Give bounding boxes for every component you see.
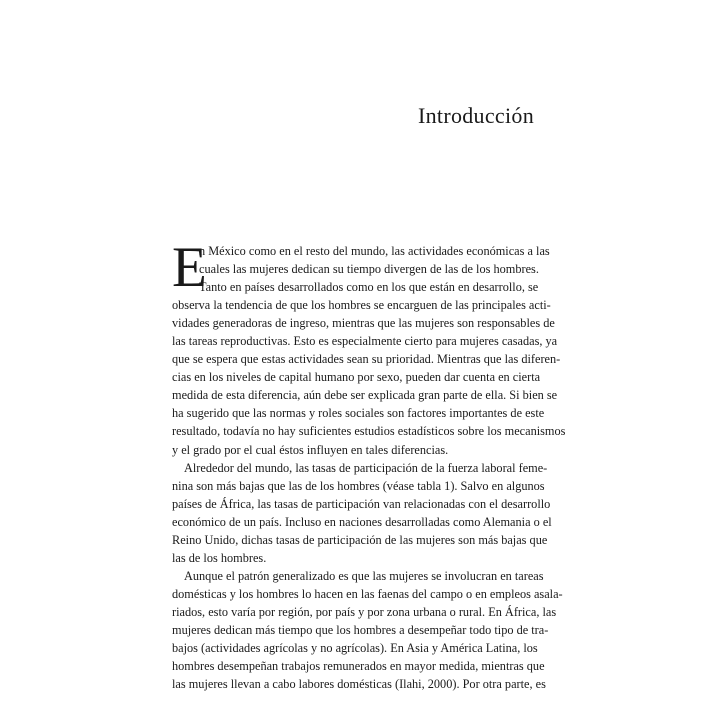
- drop-cap: E: [172, 236, 207, 299]
- text-line: que se espera que estas actividades sean su prioridad. Mientras que las diferen-: [172, 352, 561, 367]
- text-line: bajos (actividades agrícolas y no agrícolas). En Asia y América Latina, los: [172, 641, 538, 656]
- paragraph-3: [172, 567, 563, 693]
- paragraph-1: [172, 236, 566, 459]
- text-line: Aunque el patrón generalizado es que las mujeres se involucran en tareas: [184, 568, 544, 583]
- text-line: cuales las mujeres dedican su tiempo divergen de las de los hombres.: [199, 262, 539, 277]
- text-line: las de los hombres.: [172, 550, 267, 565]
- text-line: Tanto en países desarrollados como en los que están en desarrollo, se: [199, 280, 539, 295]
- body-text: [172, 236, 566, 693]
- text-line: económico de un país. Incluso en naciones desarrolladas como Alemania o el: [172, 514, 552, 529]
- text-line: observa la tendencia de que los hombres se encarguen de las principales acti-: [172, 298, 551, 313]
- text-line: domésticas y los hombres lo hacen en las faenas del campo o en empleos asala-: [172, 586, 563, 601]
- text-line: Alrededor del mundo, las tasas de participación de la fuerza laboral feme-: [184, 460, 548, 475]
- text-line: las tareas reproductivas. Esto es especialmente cierto para mujeres casadas, ya: [172, 334, 558, 349]
- text-line: Reino Unido, dichas tasas de participación de las mujeres son más bajas que: [172, 532, 548, 547]
- paragraph-2: [172, 459, 552, 567]
- text-line: ha sugerido que las normas y roles sociales son factores importantes de este: [172, 406, 545, 421]
- chapter-title: Introducción: [417, 103, 534, 128]
- text-line: medida de esta diferencia, aún debe ser explicada gran parte de ella. Si bien se: [172, 388, 558, 403]
- text-line: mujeres dedican más tiempo que los hombres a desempeñar todo tipo de tra-: [172, 622, 549, 637]
- text-line: hombres desempeñan trabajos remunerados en mayor medida, mientras que: [172, 659, 545, 674]
- text-line: riados, esto varía por región, por país y por zona urbana o rural. En África, las: [172, 604, 557, 619]
- text-line: las mujeres llevan a cabo labores domésticas (Ilahi, 2000). Por otra parte, es: [172, 677, 546, 692]
- text-line: resultado, todavía no hay suficientes estudios estadísticos sobre los mecanismos: [172, 424, 566, 439]
- text-line: n México como en el resto del mundo, las actividades económicas a las: [199, 244, 550, 258]
- text-line: países de África, las tasas de participación van relacionadas con el desarrollo: [172, 496, 551, 511]
- text-line: cias en los niveles de capital humano por sexo, pueden dar cuenta en cierta: [172, 370, 541, 385]
- text-line: vidades generadoras de ingreso, mientras que las mujeres son responsables de: [172, 316, 555, 331]
- text-line: y el grado por el cual éstos influyen en tales diferencias.: [172, 442, 449, 457]
- text-line: nina son más bajas que las de los hombres (véase tabla 1). Salvo en algunos: [172, 478, 545, 493]
